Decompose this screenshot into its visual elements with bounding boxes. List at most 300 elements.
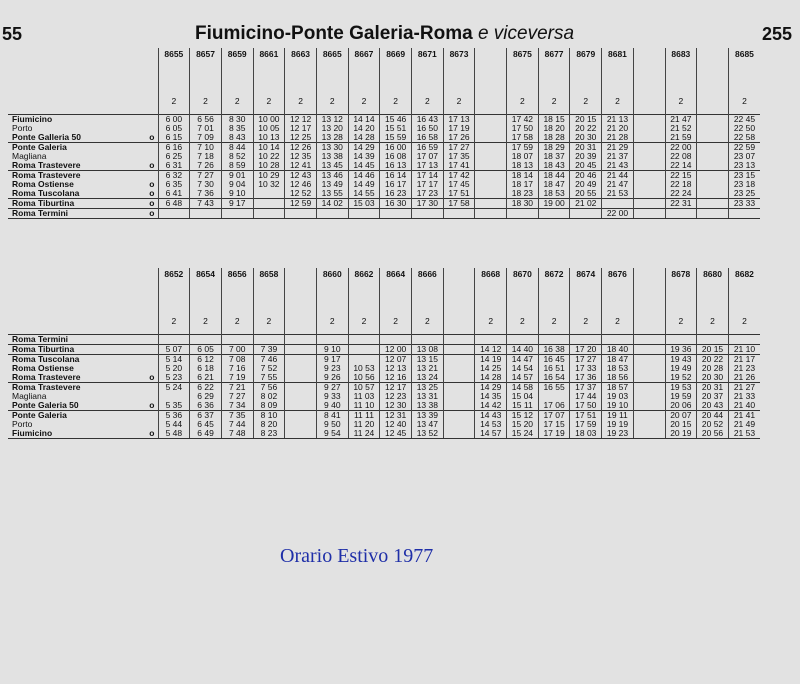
footer-caption: Orario Estivo 1977 — [280, 545, 434, 567]
time-cell: 13 49 — [316, 180, 348, 189]
time-cell: 7 46 — [253, 355, 285, 365]
time-cell — [697, 152, 729, 161]
station-label: Ponte Galeria 50 — [12, 400, 79, 410]
time-cell: 7 55 — [253, 373, 285, 383]
time-cell — [348, 209, 380, 219]
station-label: Fiumicino — [12, 114, 53, 124]
time-cell: 19 03 — [602, 392, 634, 401]
time-cell: 13 45 — [316, 161, 348, 171]
time-cell: 23 07 — [728, 152, 760, 161]
train-number: 8670 — [507, 268, 539, 286]
time-cell: 6 45 — [190, 420, 222, 429]
time-cell: 20 06 — [665, 401, 697, 411]
time-cell — [507, 209, 539, 219]
time-cell: 13 08 — [412, 345, 444, 355]
time-cell: 11 03 — [348, 392, 380, 401]
time-cell — [285, 209, 317, 219]
time-cell — [475, 152, 507, 161]
time-cell: 18 14 — [507, 171, 539, 181]
timetable-outbound — [8, 48, 760, 219]
time-cell: 21 13 — [602, 115, 634, 125]
time-cell: 19 36 — [665, 345, 697, 355]
time-cell: 12 25 — [285, 133, 317, 143]
time-cell: 12 40 — [380, 420, 412, 429]
time-cell — [697, 143, 729, 153]
time-cell: 13 12 — [316, 115, 348, 125]
station-label: Magliana — [12, 151, 47, 161]
time-cell: 21 26 — [728, 373, 760, 383]
time-cell: 19 19 — [602, 420, 634, 429]
time-cell: 18 56 — [602, 373, 634, 383]
station-mark: o — [149, 179, 155, 189]
time-cell — [475, 133, 507, 143]
time-cell — [253, 209, 285, 219]
time-cell: 7 08 — [221, 355, 253, 365]
time-cell: 15 11 — [507, 401, 539, 411]
time-cell — [443, 335, 475, 345]
travel-class: 2 — [538, 312, 570, 326]
time-cell — [253, 199, 285, 209]
time-cell: 9 27 — [316, 383, 348, 393]
time-cell: 15 51 — [380, 124, 412, 133]
travel-class — [285, 312, 317, 326]
station-name — [8, 429, 158, 439]
time-cell: 14 55 — [348, 189, 380, 199]
time-cell — [633, 143, 665, 153]
time-cell — [221, 335, 253, 345]
time-cell: 21 52 — [665, 124, 697, 133]
station-label: Roma Trastevere — [12, 372, 81, 382]
station-label: Roma Termini — [12, 208, 69, 218]
time-cell — [380, 335, 412, 345]
time-cell: 12 13 — [380, 364, 412, 373]
time-cell: 6 48 — [158, 199, 190, 209]
train-number — [697, 48, 729, 66]
train-number: 8668 — [475, 268, 507, 286]
time-cell: 14 46 — [348, 171, 380, 181]
time-cell: 7 27 — [190, 171, 222, 181]
time-cell — [348, 335, 380, 345]
time-cell: 9 54 — [316, 429, 348, 439]
time-cell: 19 52 — [665, 373, 697, 383]
time-cell: 17 17 — [412, 180, 444, 189]
time-cell: 7 44 — [221, 420, 253, 429]
time-cell — [633, 373, 665, 383]
time-cell: 20 28 — [697, 364, 729, 373]
time-cell: 14 54 — [507, 364, 539, 373]
time-cell: 6 16 — [158, 143, 190, 153]
time-cell: 16 23 — [380, 189, 412, 199]
time-cell: 18 37 — [538, 152, 570, 161]
travel-class: 2 — [538, 92, 570, 106]
time-cell: 7 09 — [190, 133, 222, 143]
time-cell: 23 13 — [728, 161, 760, 171]
time-cell: 5 14 — [158, 355, 190, 365]
time-cell — [348, 345, 380, 355]
train-number — [633, 268, 665, 286]
time-cell: 20 07 — [665, 411, 697, 421]
station-label: Roma Tuscolana — [12, 188, 80, 198]
time-cell: 16 45 — [538, 355, 570, 365]
travel-class: 2 — [380, 312, 412, 326]
time-cell: 13 47 — [412, 420, 444, 429]
time-cell: 17 23 — [412, 189, 444, 199]
time-cell: 17 59 — [507, 143, 539, 153]
travel-class: 2 — [380, 92, 412, 106]
time-cell: 14 58 — [507, 383, 539, 393]
time-cell: 21 27 — [728, 383, 760, 393]
time-cell: 14 02 — [316, 199, 348, 209]
time-cell: 18 53 — [602, 364, 634, 373]
time-cell: 15 12 — [507, 411, 539, 421]
train-number: 8666 — [412, 268, 444, 286]
station-mark: o — [149, 198, 155, 208]
time-cell: 13 46 — [316, 171, 348, 181]
time-cell: 21 17 — [728, 355, 760, 365]
time-cell: 16 58 — [412, 133, 444, 143]
time-cell: 20 31 — [570, 143, 602, 153]
time-cell: 9 50 — [316, 420, 348, 429]
time-cell: 7 10 — [190, 143, 222, 153]
time-cell: 20 43 — [697, 401, 729, 411]
train-number: 8678 — [665, 268, 697, 286]
time-cell: 12 43 — [285, 171, 317, 181]
time-cell: 16 59 — [412, 143, 444, 153]
station-name — [8, 345, 158, 355]
time-cell: 10 32 — [253, 180, 285, 189]
time-cell: 14 19 — [475, 355, 507, 365]
time-cell: 12 59 — [285, 199, 317, 209]
time-cell: 13 38 — [412, 401, 444, 411]
time-cell: 6 12 — [190, 355, 222, 365]
travel-class: 2 — [221, 312, 253, 326]
time-cell — [507, 335, 539, 345]
travel-class: 2 — [348, 312, 380, 326]
time-cell — [380, 209, 412, 219]
time-cell: 21 37 — [602, 152, 634, 161]
time-cell — [285, 355, 317, 365]
time-cell — [633, 171, 665, 181]
travel-class: 2 — [697, 312, 729, 326]
time-cell: 22 58 — [728, 133, 760, 143]
time-cell: 8 02 — [253, 392, 285, 401]
time-cell — [633, 152, 665, 161]
time-cell: 10 53 — [348, 364, 380, 373]
time-cell: 12 41 — [285, 161, 317, 171]
time-cell — [697, 161, 729, 171]
time-cell — [475, 180, 507, 189]
time-cell: 20 52 — [697, 420, 729, 429]
travel-class: 2 — [316, 312, 348, 326]
time-cell: 18 17 — [507, 180, 539, 189]
time-cell: 14 43 — [475, 411, 507, 421]
time-cell: 17 27 — [570, 355, 602, 365]
train-number: 8660 — [316, 268, 348, 286]
time-cell: 5 44 — [158, 420, 190, 429]
travel-class: 2 — [728, 312, 760, 326]
time-cell: 9 17 — [316, 355, 348, 365]
time-cell: 18 47 — [602, 355, 634, 365]
time-cell: 22 24 — [665, 189, 697, 199]
time-cell: 7 43 — [190, 199, 222, 209]
time-cell: 12 16 — [380, 373, 412, 383]
time-cell: 20 15 — [570, 115, 602, 125]
time-cell: 20 37 — [697, 392, 729, 401]
time-cell: 12 46 — [285, 180, 317, 189]
time-cell: 10 29 — [253, 171, 285, 181]
time-cell: 21 59 — [665, 133, 697, 143]
time-cell: 16 08 — [380, 152, 412, 161]
station-label: Roma Trastevere — [12, 160, 81, 170]
time-cell: 20 30 — [697, 373, 729, 383]
station-label: Roma Tiburtina — [12, 344, 75, 354]
time-cell — [697, 171, 729, 181]
time-cell: 20 45 — [570, 161, 602, 171]
train-number — [475, 48, 507, 66]
time-cell — [443, 392, 475, 401]
train-number — [285, 268, 317, 286]
time-cell: 20 46 — [570, 171, 602, 181]
time-cell: 13 31 — [412, 392, 444, 401]
time-cell: 14 28 — [348, 133, 380, 143]
page-number-left: 55 — [2, 24, 23, 44]
time-cell: 21 49 — [728, 420, 760, 429]
station-mark: o — [149, 188, 155, 198]
time-cell — [570, 335, 602, 345]
time-cell: 5 35 — [158, 401, 190, 411]
time-cell: 19 00 — [538, 199, 570, 209]
time-cell: 22 15 — [665, 171, 697, 181]
time-cell — [633, 392, 665, 401]
time-cell: 21 43 — [602, 161, 634, 171]
time-cell: 17 14 — [412, 171, 444, 181]
time-cell — [633, 133, 665, 143]
time-cell: 12 17 — [285, 124, 317, 133]
train-number — [443, 268, 475, 286]
travel-class: 2 — [507, 92, 539, 106]
time-cell: 9 40 — [316, 401, 348, 411]
time-cell: 14 53 — [475, 420, 507, 429]
train-number: 8655 — [158, 48, 190, 66]
time-cell: 12 52 — [285, 189, 317, 199]
time-cell: 13 38 — [316, 152, 348, 161]
time-cell: 14 35 — [475, 392, 507, 401]
time-cell: 13 15 — [412, 355, 444, 365]
time-cell: 10 28 — [253, 161, 285, 171]
time-cell: 16 43 — [412, 115, 444, 125]
time-cell: 20 22 — [697, 355, 729, 365]
time-cell: 19 23 — [602, 429, 634, 439]
train-number: 8663 — [285, 48, 317, 66]
time-cell — [665, 209, 697, 219]
train-number: 8665 — [316, 48, 348, 66]
time-cell: 11 24 — [348, 429, 380, 439]
time-cell: 9 10 — [316, 345, 348, 355]
time-cell — [285, 364, 317, 373]
time-cell — [412, 209, 444, 219]
train-number: 8680 — [697, 268, 729, 286]
time-cell: 17 06 — [538, 401, 570, 411]
time-cell: 22 14 — [665, 161, 697, 171]
time-cell — [475, 143, 507, 153]
time-cell: 17 45 — [443, 180, 475, 189]
time-cell — [697, 133, 729, 143]
time-cell: 18 28 — [538, 133, 570, 143]
station-mark: o — [149, 428, 155, 438]
station-name — [8, 335, 158, 345]
time-cell — [443, 420, 475, 429]
time-cell: 12 07 — [380, 355, 412, 365]
time-cell: 18 40 — [602, 345, 634, 355]
time-cell: 7 26 — [190, 161, 222, 171]
time-cell: 21 47 — [665, 115, 697, 125]
time-cell — [602, 199, 634, 209]
time-cell: 7 56 — [253, 383, 285, 393]
travel-class: 2 — [665, 92, 697, 106]
time-cell — [602, 335, 634, 345]
time-cell — [697, 124, 729, 133]
time-cell: 14 39 — [348, 152, 380, 161]
time-cell: 7 30 — [190, 180, 222, 189]
time-cell: 7 48 — [221, 429, 253, 439]
train-number: 8676 — [602, 268, 634, 286]
travel-class: 2 — [285, 92, 317, 106]
time-cell: 20 44 — [697, 411, 729, 421]
station-mark: o — [149, 400, 155, 410]
time-cell: 14 47 — [507, 355, 539, 365]
time-cell: 9 01 — [221, 171, 253, 181]
time-cell: 9 04 — [221, 180, 253, 189]
time-cell: 19 59 — [665, 392, 697, 401]
time-cell: 7 16 — [221, 364, 253, 373]
time-cell: 23 25 — [728, 189, 760, 199]
time-cell — [316, 335, 348, 345]
station-label: Roma Termini — [12, 334, 69, 344]
time-cell: 12 35 — [285, 152, 317, 161]
station-mark: o — [149, 372, 155, 382]
time-cell: 18 53 — [538, 189, 570, 199]
time-cell — [633, 189, 665, 199]
time-cell: 22 18 — [665, 180, 697, 189]
time-cell — [633, 429, 665, 439]
time-cell: 19 53 — [665, 383, 697, 393]
travel-class: 2 — [728, 92, 760, 106]
time-cell — [443, 373, 475, 383]
time-cell: 17 58 — [507, 133, 539, 143]
time-cell — [221, 209, 253, 219]
time-cell: 15 03 — [348, 199, 380, 209]
time-cell — [443, 429, 475, 439]
time-cell — [475, 209, 507, 219]
time-cell: 13 30 — [316, 143, 348, 153]
time-cell — [443, 364, 475, 373]
train-number: 8657 — [190, 48, 222, 66]
train-number: 8674 — [570, 268, 602, 286]
time-cell: 16 30 — [380, 199, 412, 209]
travel-class: 2 — [316, 92, 348, 106]
time-cell: 18 57 — [602, 383, 634, 393]
time-cell: 13 28 — [316, 133, 348, 143]
time-cell: 14 28 — [475, 373, 507, 383]
time-cell — [538, 335, 570, 345]
time-cell: 17 51 — [443, 189, 475, 199]
time-cell: 15 04 — [507, 392, 539, 401]
time-cell: 20 49 — [570, 180, 602, 189]
station-mark: o — [149, 208, 155, 218]
time-cell: 14 29 — [348, 143, 380, 153]
travel-class: 2 — [190, 312, 222, 326]
travel-class — [633, 92, 665, 106]
station-label: Roma Trastevere — [12, 382, 81, 392]
time-cell: 17 26 — [443, 133, 475, 143]
time-cell: 17 50 — [507, 124, 539, 133]
time-cell: 22 00 — [665, 143, 697, 153]
time-cell: 12 30 — [380, 401, 412, 411]
time-cell — [285, 392, 317, 401]
time-cell: 21 33 — [728, 392, 760, 401]
time-cell: 6 18 — [190, 364, 222, 373]
time-cell: 12 26 — [285, 143, 317, 153]
time-cell: 17 30 — [412, 199, 444, 209]
time-cell: 7 21 — [221, 383, 253, 393]
time-cell: 6 05 — [158, 124, 190, 133]
time-cell: 14 25 — [475, 364, 507, 373]
time-cell: 14 57 — [475, 429, 507, 439]
time-cell — [412, 335, 444, 345]
time-cell — [633, 411, 665, 421]
time-cell: 14 45 — [348, 161, 380, 171]
station-name — [8, 199, 158, 209]
travel-class: 2 — [665, 312, 697, 326]
travel-class: 2 — [443, 92, 475, 106]
train-number: 8659 — [221, 48, 253, 66]
time-cell — [665, 335, 697, 345]
time-cell: 6 15 — [158, 133, 190, 143]
time-cell: 16 38 — [538, 345, 570, 355]
time-cell: 23 18 — [728, 180, 760, 189]
time-cell: 17 36 — [570, 373, 602, 383]
time-cell: 18 47 — [538, 180, 570, 189]
time-cell: 7 00 — [221, 345, 253, 355]
time-cell: 17 07 — [538, 411, 570, 421]
time-cell: 8 43 — [221, 133, 253, 143]
travel-class: 2 — [602, 92, 634, 106]
time-cell: 7 27 — [221, 392, 253, 401]
time-cell — [633, 180, 665, 189]
time-cell: 6 29 — [190, 392, 222, 401]
time-cell: 21 23 — [728, 364, 760, 373]
travel-class — [697, 92, 729, 106]
time-cell — [475, 335, 507, 345]
train-number: 8685 — [728, 48, 760, 66]
time-cell — [633, 209, 665, 219]
title-tail: e viceversa — [477, 23, 575, 44]
time-cell — [728, 209, 760, 219]
time-cell: 18 20 — [538, 124, 570, 133]
time-cell — [633, 335, 665, 345]
time-cell: 12 45 — [380, 429, 412, 439]
time-cell: 19 11 — [602, 411, 634, 421]
title-main: Fiumicino-Ponte Galeria-Roma — [195, 23, 473, 44]
time-cell: 18 44 — [538, 171, 570, 181]
time-cell: 17 37 — [570, 383, 602, 393]
travel-class: 2 — [475, 312, 507, 326]
time-cell: 6 41 — [158, 189, 190, 199]
time-cell: 21 20 — [602, 124, 634, 133]
train-number: 8654 — [190, 268, 222, 286]
time-cell: 21 10 — [728, 345, 760, 355]
time-cell: 5 23 — [158, 373, 190, 383]
